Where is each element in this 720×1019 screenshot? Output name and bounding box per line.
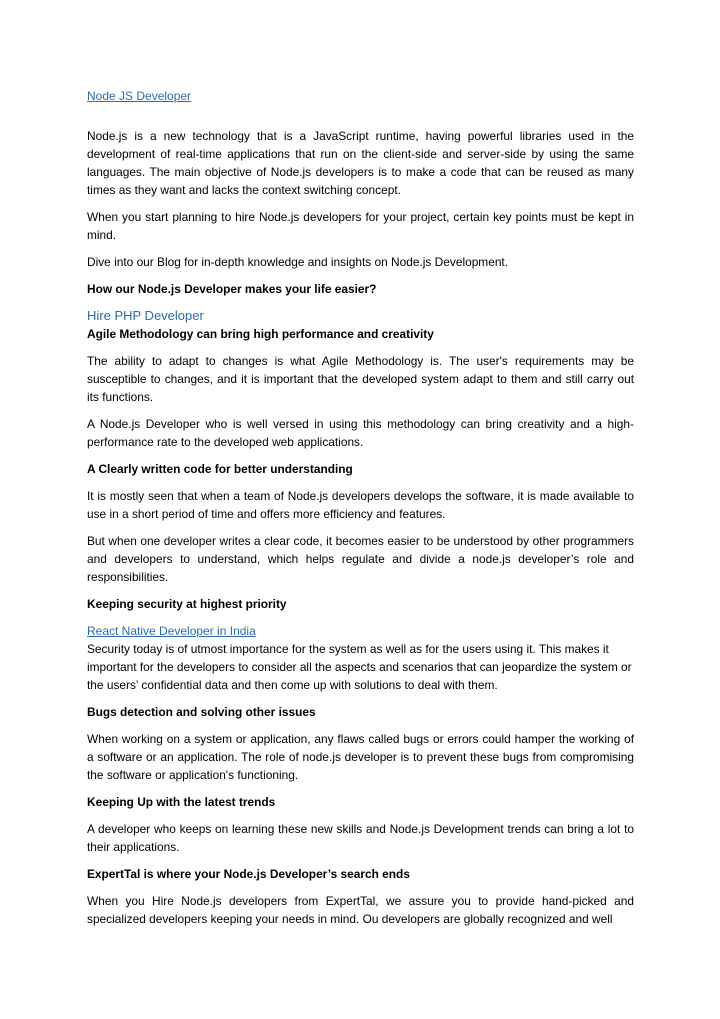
experttal-heading: ExpertTal is where your Node.js Developer’s search ends bbox=[87, 867, 410, 881]
experttal-paragraph: When you Hire Node.js developers from ExpertTal, we assure you to provide hand-picked and specialized developers keeping your needs in mind. Ou developers are globally recognized and well bbox=[87, 894, 634, 926]
intro-paragraph: Node.js is a new technology that is a JavaScript runtime, having powerful libraries used in the development of real-time applications that run on the client-side and server-side by using the same languages. The main objective of Node.js developers is to make a code that can be reused as many times as they want and lacks the context switching concept. bbox=[87, 129, 634, 197]
trends-paragraph: A developer who keeps on learning these new skills and Node.js Development trends can bring a lot to their applications. bbox=[87, 822, 634, 854]
agile-paragraph-2: A Node.js Developer who is well versed in using this methodology can bring creativity and a high-performance rate to the developed web applications. bbox=[87, 417, 634, 449]
document-body bbox=[87, 87, 634, 928]
node-js-developer-link[interactable]: Node JS Developer bbox=[87, 89, 192, 103]
agile-heading: Agile Methodology can bring high performance and creativity bbox=[87, 327, 434, 341]
agile-paragraph-1: The ability to adapt to changes is what Agile Methodology is. The user's requirements may be susceptible to changes, and it is important that the developed system adapt to them and still carry out its functions. bbox=[87, 354, 634, 404]
security-heading: Keeping security at highest priority bbox=[87, 597, 287, 611]
react-native-developer-link[interactable]: React Native Developer in India bbox=[87, 624, 256, 638]
blog-paragraph: Dive into our Blog for in-depth knowledge and insights on Node.js Development. bbox=[87, 255, 509, 269]
trends-heading: Keeping Up with the latest trends bbox=[87, 795, 276, 809]
bugs-paragraph: When working on a system or application, any flaws called bugs or errors could hamper the working of a software or an application. The role of node.js developer is to prevent these bugs from compromising the software or application's functioning. bbox=[87, 732, 634, 782]
planning-paragraph: When you start planning to hire Node.js developers for your project, certain key points must be kept in mind. bbox=[87, 210, 634, 242]
code-heading: A Clearly written code for better understanding bbox=[87, 462, 353, 476]
bugs-heading: Bugs detection and solving other issues bbox=[87, 705, 316, 719]
hire-php-developer-link[interactable]: Hire PHP Developer bbox=[87, 308, 204, 323]
code-paragraph-1: It is mostly seen that when a team of Node.js developers develops the software, it is made available to use in a short period of time and offers more efficiency and features. bbox=[87, 489, 634, 521]
how-heading: How our Node.js Developer makes your life easier? bbox=[87, 282, 377, 296]
security-paragraph: Security today is of utmost importance for the system as well as for the users using it. This makes it important for the developers to consider all the aspects and scenarios that can jeopardize the system or the users’ confidential data and then come up with solutions to deal with them. bbox=[87, 642, 632, 692]
code-paragraph-2: But when one developer writes a clear code, it becomes easier to be understood by other programmers and developers to understand, which helps regulate and divide a node.js developer’s role and responsibilities. bbox=[87, 534, 634, 584]
